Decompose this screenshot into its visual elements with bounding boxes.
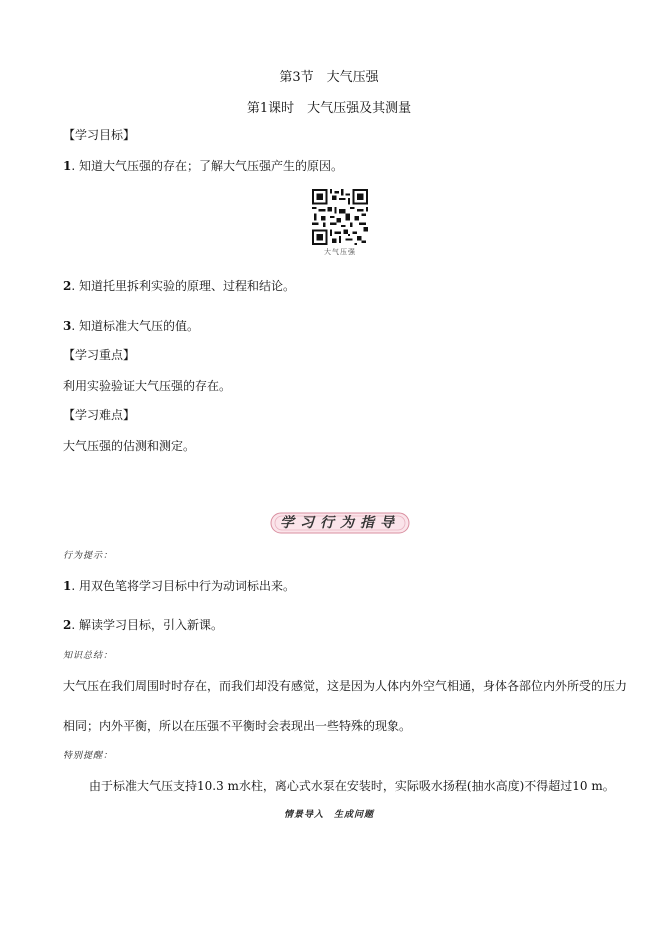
objective-item-1 xyxy=(63,157,343,174)
section-title: 第3节 大气压强 xyxy=(279,70,379,85)
objective-number: 2 xyxy=(63,279,72,293)
qr-caption: 大气压强 xyxy=(324,248,356,256)
tip-text: . 解读学习目标，引入新课。 xyxy=(71,618,223,632)
key-points-heading: 【学习重点】 xyxy=(63,348,136,362)
key-points-text: 利用实验验证大气压强的存在。 xyxy=(63,379,232,393)
objective-number: 3 xyxy=(63,319,72,333)
objective-text: . 知道托里拆利实验的原理、过程和结论。 xyxy=(71,279,295,293)
knowledge-summary-line-1: 大气压在我们周围时时存在，而我们却没有感觉，这是因为人体内外空气相通，身体各部位内外所受的压力 xyxy=(63,679,628,693)
objective-item-2 xyxy=(63,277,295,294)
difficulties-text: 大气压强的估测和测定。 xyxy=(63,439,196,453)
qr-code xyxy=(312,189,368,245)
objective-text: . 知道大气压强的存在；了解大气压强产生的原因。 xyxy=(71,159,343,173)
special-reminder-text: 由于标准大气压支持10.3 m水柱，离心式水泵在安装时，实际吸水扬程(抽水高度)不得超过10 m。 xyxy=(89,779,615,793)
difficulties-heading: 【学习难点】 xyxy=(63,408,136,422)
behavior-tip-1 xyxy=(63,577,295,594)
scene-intro-heading: 情景导入 生成问题 xyxy=(283,810,374,820)
behavior-tip-2 xyxy=(63,616,223,633)
objective-number: 1 xyxy=(63,159,72,173)
special-reminder-label: 特别提醒： xyxy=(63,751,114,761)
objective-text: . 知道标准大气压的值。 xyxy=(71,319,199,333)
guide-banner: 学习行为指导 xyxy=(280,515,400,531)
tip-number: 2 xyxy=(63,618,72,632)
behavior-tips-label: 行为提示： xyxy=(63,551,114,561)
objective-item-3 xyxy=(63,317,199,334)
tip-text: . 用双色笔将学习目标中行为动词标出来。 xyxy=(71,579,295,593)
objectives-heading: 【学习目标】 xyxy=(63,128,136,142)
knowledge-summary-label: 知识总结： xyxy=(63,651,114,661)
lesson-title: 第1课时 大气压强及其测量 xyxy=(246,101,412,116)
knowledge-summary-line-2: 相同；内外平衡，所以在压强不平衡时会表现出一些特殊的现象。 xyxy=(63,719,412,733)
tip-number: 1 xyxy=(63,579,72,593)
